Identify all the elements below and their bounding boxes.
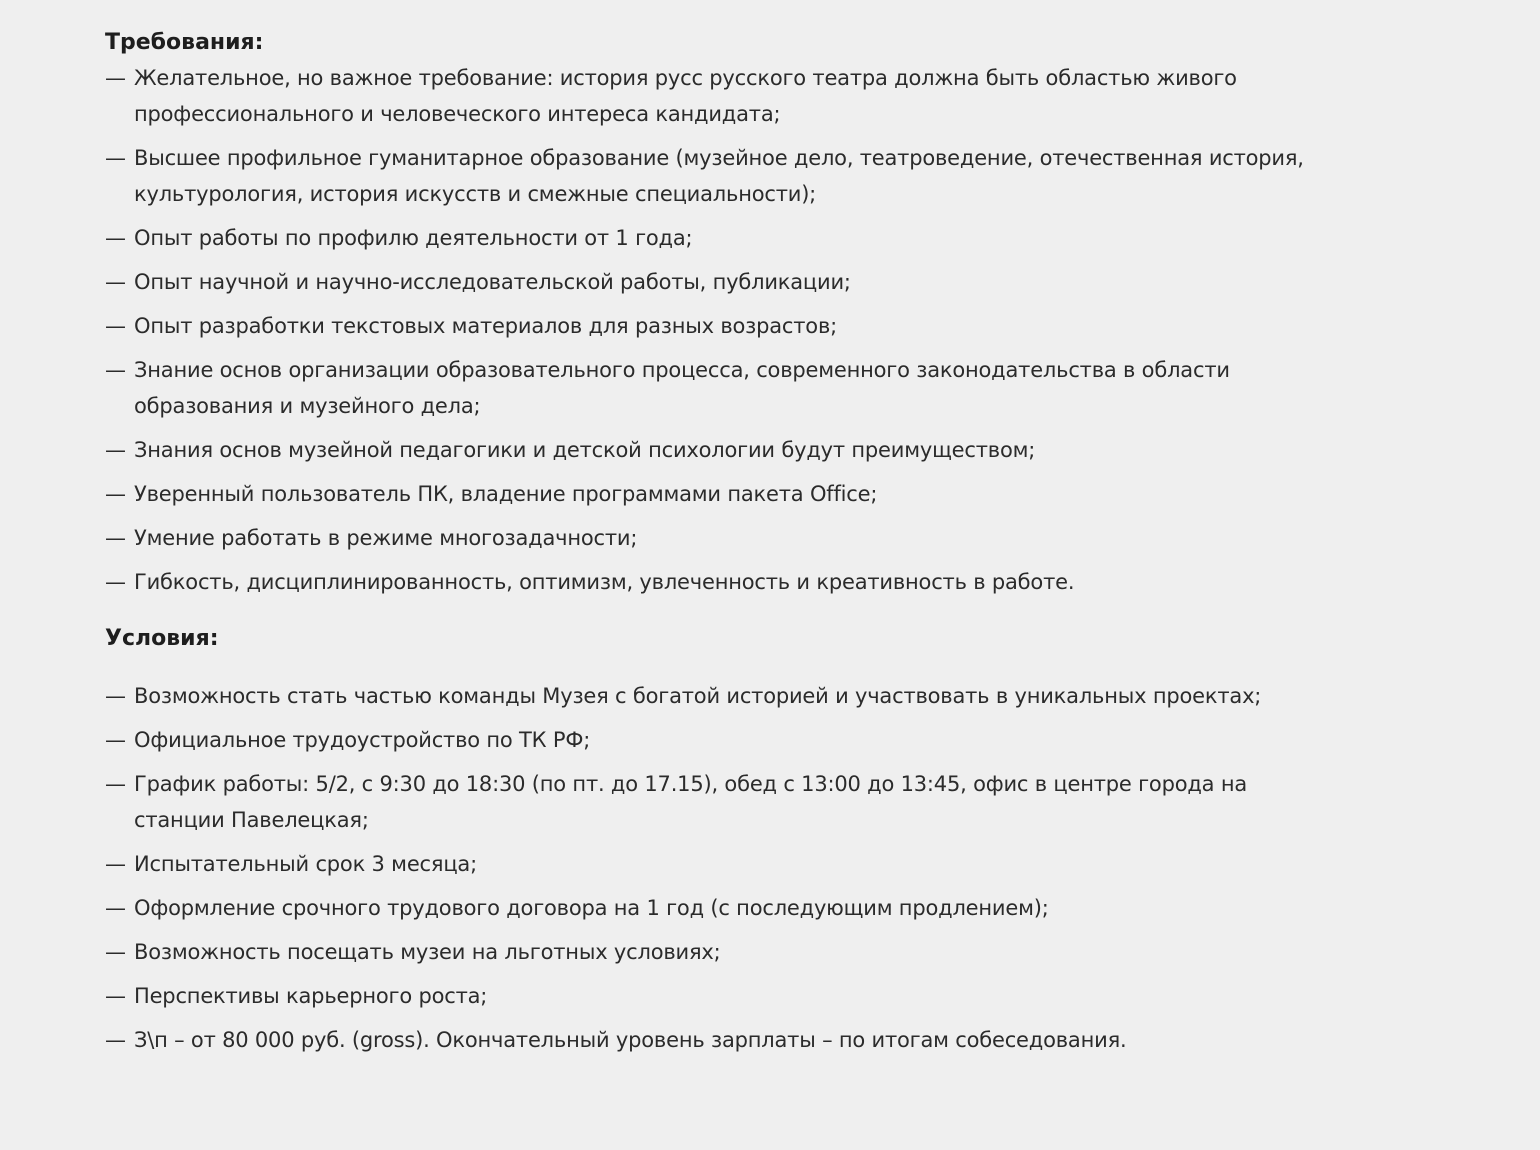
dash-bullet: — <box>105 684 126 708</box>
list-item-text: График работы: 5/2, с 9:30 до 18:30 (по пт. до 17.15), обед с 13:00 до 13:45, офис в центре города на станции Павелецкая; <box>134 772 1248 832</box>
dash-bullet: — <box>105 146 126 170</box>
list-item-text: Уверенный пользователь ПК, владение программами пакета Office; <box>134 482 878 506</box>
list-item-text: Официальное трудоустройство по ТК РФ; <box>134 728 591 752</box>
list-item <box>105 60 1305 132</box>
list-item <box>105 564 1305 600</box>
list-item-text: Высшее профильное гуманитарное образование (музейное дело, театроведение, отечественная история, культурология, история искусств и смежные специальности); <box>134 146 1304 206</box>
dash-bullet: — <box>105 728 126 752</box>
requirements-title: Требования: <box>105 30 264 55</box>
list-item <box>105 846 1305 882</box>
list-item-text: Испытательный срок 3 месяца; <box>134 852 477 876</box>
list-item <box>105 140 1305 212</box>
list-item-text: Опыт работы по профилю деятельности от 1 года; <box>134 226 693 250</box>
dash-bullet: — <box>105 358 126 382</box>
dash-bullet: — <box>105 570 126 594</box>
list-item-text: Перспективы карьерного роста; <box>134 984 488 1008</box>
list-item-text: Опыт научной и научно-исследовательской работы, публикации; <box>134 270 851 294</box>
dash-bullet: — <box>105 984 126 1008</box>
list-item-text: Оформление срочного трудового договора на 1 год (с последующим продлением); <box>134 896 1049 920</box>
conditions-list <box>105 678 1305 1058</box>
list-item <box>105 978 1305 1014</box>
list-item <box>105 352 1305 424</box>
list-item-text: Умение работать в режиме многозадачности; <box>134 526 638 550</box>
dash-bullet: — <box>105 270 126 294</box>
list-item <box>105 890 1305 926</box>
list-item <box>105 520 1305 556</box>
dash-bullet: — <box>105 1028 126 1052</box>
conditions-title: Условия: <box>105 626 219 651</box>
list-item <box>105 766 1305 838</box>
list-item <box>105 1022 1305 1058</box>
list-item-text: Гибкость, дисциплинированность, оптимизм, увлеченность и креативность в работе. <box>134 570 1075 594</box>
dash-bullet: — <box>105 438 126 462</box>
list-item-text: Желательное, но важное требование: история русс русского театра должна быть областью живого профессионального и человеческого интереса кандидата; <box>134 66 1237 126</box>
vacancy-content <box>105 26 1305 1066</box>
list-item <box>105 476 1305 512</box>
dash-bullet: — <box>105 526 126 550</box>
list-item-text: Возможность посещать музеи на льготных условиях; <box>134 940 721 964</box>
dash-bullet: — <box>105 852 126 876</box>
list-item <box>105 264 1305 300</box>
list-item <box>105 934 1305 970</box>
list-item-text: Возможность стать частью команды Музея с богатой историей и участвовать в уникальных проектах; <box>134 684 1262 708</box>
list-item-text: Знание основ организации образовательного процесса, современного законодательства в области образования и музейного дела; <box>134 358 1230 418</box>
list-item-text: З\п – от 80 000 руб. (gross). Окончательный уровень зарплаты – по итогам собеседования. <box>134 1028 1127 1052</box>
list-item <box>105 220 1305 256</box>
list-item-text: Опыт разработки текстовых материалов для разных возрастов; <box>134 314 838 338</box>
list-item <box>105 722 1305 758</box>
requirements-list <box>105 60 1305 600</box>
list-item <box>105 432 1305 468</box>
dash-bullet: — <box>105 896 126 920</box>
dash-bullet: — <box>105 482 126 506</box>
dash-bullet: — <box>105 314 126 338</box>
list-item-text: Знания основ музейной педагогики и детской психологии будут преимуществом; <box>134 438 1036 462</box>
list-item <box>105 308 1305 344</box>
dash-bullet: — <box>105 772 126 796</box>
dash-bullet: — <box>105 940 126 964</box>
list-item <box>105 678 1305 714</box>
dash-bullet: — <box>105 226 126 250</box>
dash-bullet: — <box>105 66 126 90</box>
